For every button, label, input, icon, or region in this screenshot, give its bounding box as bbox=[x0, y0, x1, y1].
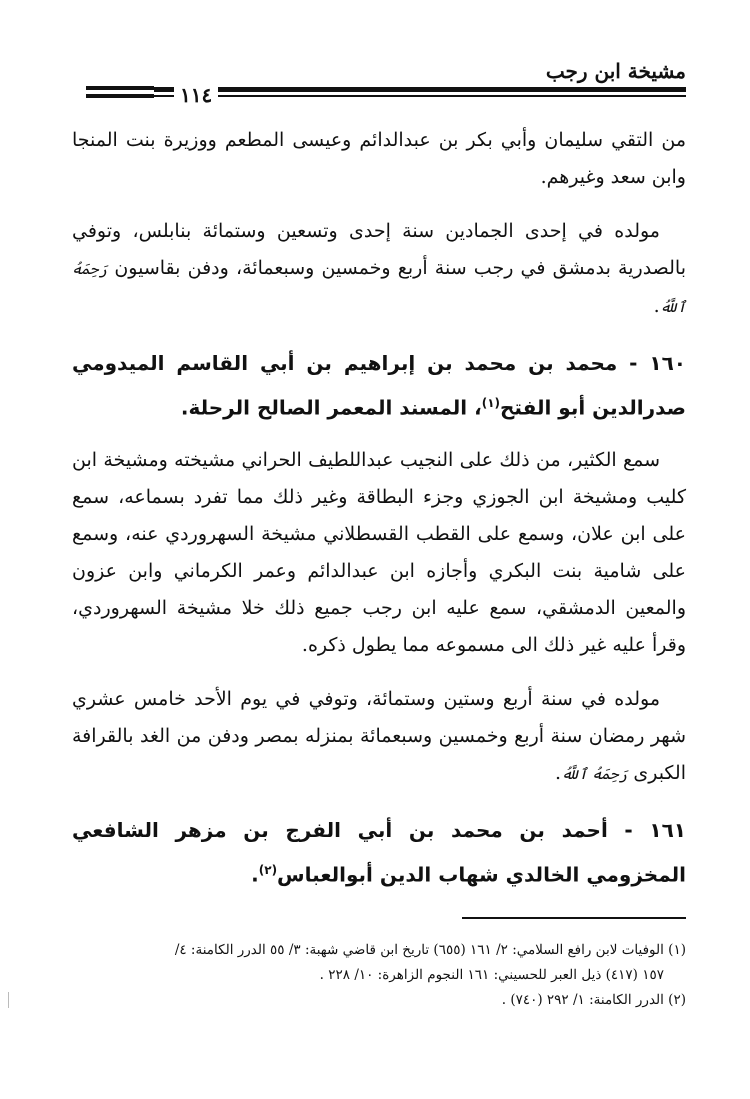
paragraph-birth-death-160 bbox=[72, 681, 686, 793]
running-title: مشيخة ابن رجب bbox=[545, 59, 686, 83]
paragraph-text: مولده في إحدى الجمادين سنة إحدى وتسعين وستمائة بنابلس، وتوفي بالصدرية بدمشق في رجب سنة أربع وخمسين وسبعمائة، ودفن بقاسيون bbox=[72, 220, 687, 279]
main-text bbox=[72, 122, 686, 908]
entry-title: ١٦١ - أحمد بن محمد بن أبي الفرج بن مزهر الشافعي المخزومي الخالدي شهاب الدين أبوالعباس bbox=[72, 817, 686, 887]
entry-end: . bbox=[251, 862, 259, 887]
entry-title: ١٦٠ - محمد بن محمد بن إبراهيم بن أبي القاسم الميدومي صدرالدين أبو الفتح bbox=[72, 351, 686, 420]
page-number: ١١٤ bbox=[174, 83, 218, 107]
paragraph-text: مولده في سنة أربع وستين وستمائة، وتوفي في يوم الأحد خامس عشري شهر رمضان سنة أربع وخمسين وسبعمائة بمنزله بمصر ودفن من الغد بالقرافة الكبرى bbox=[72, 687, 686, 784]
page-header bbox=[72, 55, 686, 105]
honorific-rahimahullah: رَحِمَهُ ٱللَّهُ bbox=[72, 260, 686, 316]
footnote-2: (٢) الدرر الكامنة: ١/ ٢٩٢ (٧٤٠) . bbox=[501, 992, 686, 1008]
footnote-separator bbox=[462, 917, 686, 919]
honorific-rahimahullah: رَحِمَهُ ٱللَّهُ bbox=[561, 764, 628, 783]
footnote-1-continuation: ١٥٧ (٤١٧) ذيل العبر للحسيني: ١٦١ النجوم الزاهرة: ١٠/ ٢٢٨ . bbox=[319, 967, 664, 983]
header-rule-thin bbox=[72, 95, 686, 97]
footnotes bbox=[72, 938, 686, 1013]
header-rule-thick bbox=[72, 87, 686, 92]
entry-heading-161 bbox=[72, 810, 686, 895]
footnote-ref-1: (١) bbox=[481, 396, 500, 410]
scan-margin-mark bbox=[8, 992, 9, 1008]
paragraph-birth-death-159 bbox=[72, 213, 686, 326]
paragraph-hearings-160: سمع الكثير، من ذلك على النجيب عبداللطيف الحراني مشيخته ومشيخة ابن كليب ومشيخة ابن الجوزي وجزء البطاقة وغير ذلك مما تفرد بسماعه، سمع على ابن علان، وسمع على القطب القسطلاني مشيخة السهروردي عنه، وسمع على شامية بنت البكري وأجازه ابن عبدالدائم وعمر الكرماني وابن عزون والمعين الدمشقي، سمع عليه ابن رجب جميع ذلك خلا مشيخة السهروردي، وقرأ عليه غير ذلك الى مسموعه مما يطول ذكره. bbox=[72, 448, 686, 656]
entry-subtitle: ، المسند المعمر الصالح الرحلة. bbox=[180, 395, 482, 420]
header-rule-ornament bbox=[72, 86, 154, 97]
paragraph-continuation: من التقي سليمان وأبي بكر بن عبدالدائم وعيسى المطعم ووزيرة بنت المنجا وابن سعد وغيرهم. bbox=[72, 129, 686, 188]
paragraph-end: . bbox=[653, 295, 660, 317]
paragraph-end: . bbox=[554, 761, 561, 784]
footnote-ref-2: (٢) bbox=[258, 862, 278, 877]
entry-heading-160 bbox=[72, 343, 686, 428]
footnote-1: (١) الوفيات لابن رافع السلامي: ٢/ ١٦١ (٦٥٥) تاريخ ابن قاضي شهبة: ٣/ ٥٥ الدرر الكامنة: ٤/ bbox=[174, 942, 686, 958]
